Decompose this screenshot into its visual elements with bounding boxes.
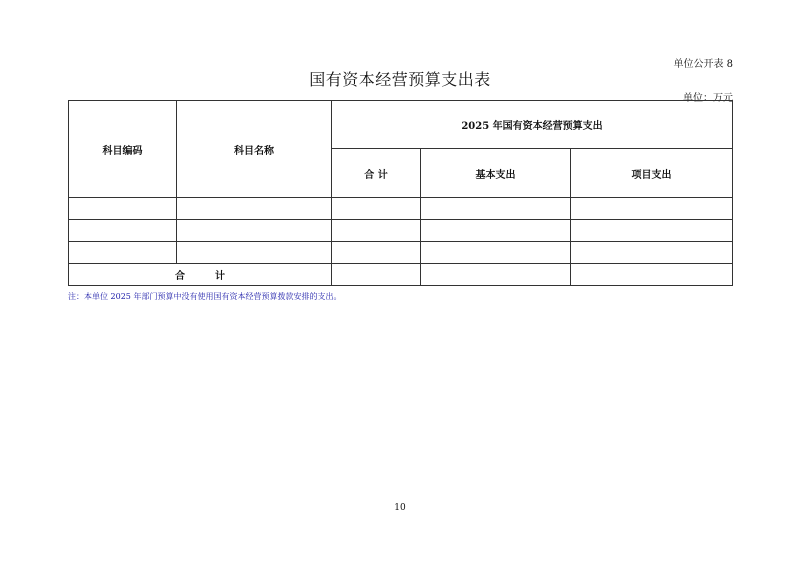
cell-total: [332, 220, 421, 242]
cell-name: [177, 242, 332, 264]
cell-basic: [421, 220, 571, 242]
cell-project: [571, 198, 733, 220]
cell-total: [332, 198, 421, 220]
cell-basic: [421, 242, 571, 264]
header-group: 2025 年国有资本经营预算支出: [332, 101, 733, 149]
cell-basic: [421, 264, 571, 286]
cell-basic: [421, 198, 571, 220]
cell-name: [177, 220, 332, 242]
table-row: [69, 198, 733, 220]
form-id: 单位公开表 8: [673, 59, 733, 70]
cell-project: [571, 264, 733, 286]
cell-code: [69, 198, 177, 220]
cell-total: [332, 264, 421, 286]
header-row-1: [69, 101, 733, 149]
cell-project: [571, 242, 733, 264]
total-row: [69, 264, 733, 286]
cell-code: [69, 242, 177, 264]
page-title: 国有资本经营预算支出表: [309, 70, 491, 89]
table-row: [69, 220, 733, 242]
header-basic: 基本支出: [421, 149, 571, 198]
total-row-label: 合 计: [69, 264, 332, 286]
table-row: [69, 242, 733, 264]
cell-project: [571, 220, 733, 242]
cell-code: [69, 220, 177, 242]
budget-table: [68, 100, 733, 286]
cell-name: [177, 198, 332, 220]
unit-label: 单位：万元: [683, 93, 733, 104]
header-project: 项目支出: [571, 149, 733, 198]
cell-total: [332, 242, 421, 264]
header-code: 科目编码: [69, 101, 177, 198]
footnote: 注：本单位 2025 年部门预算中没有使用国有资本经营预算拨款安排的支出。: [68, 292, 342, 301]
page-number: 10: [394, 503, 406, 513]
header-name: 科目名称: [177, 101, 332, 198]
header-total: 合 计: [332, 149, 421, 198]
